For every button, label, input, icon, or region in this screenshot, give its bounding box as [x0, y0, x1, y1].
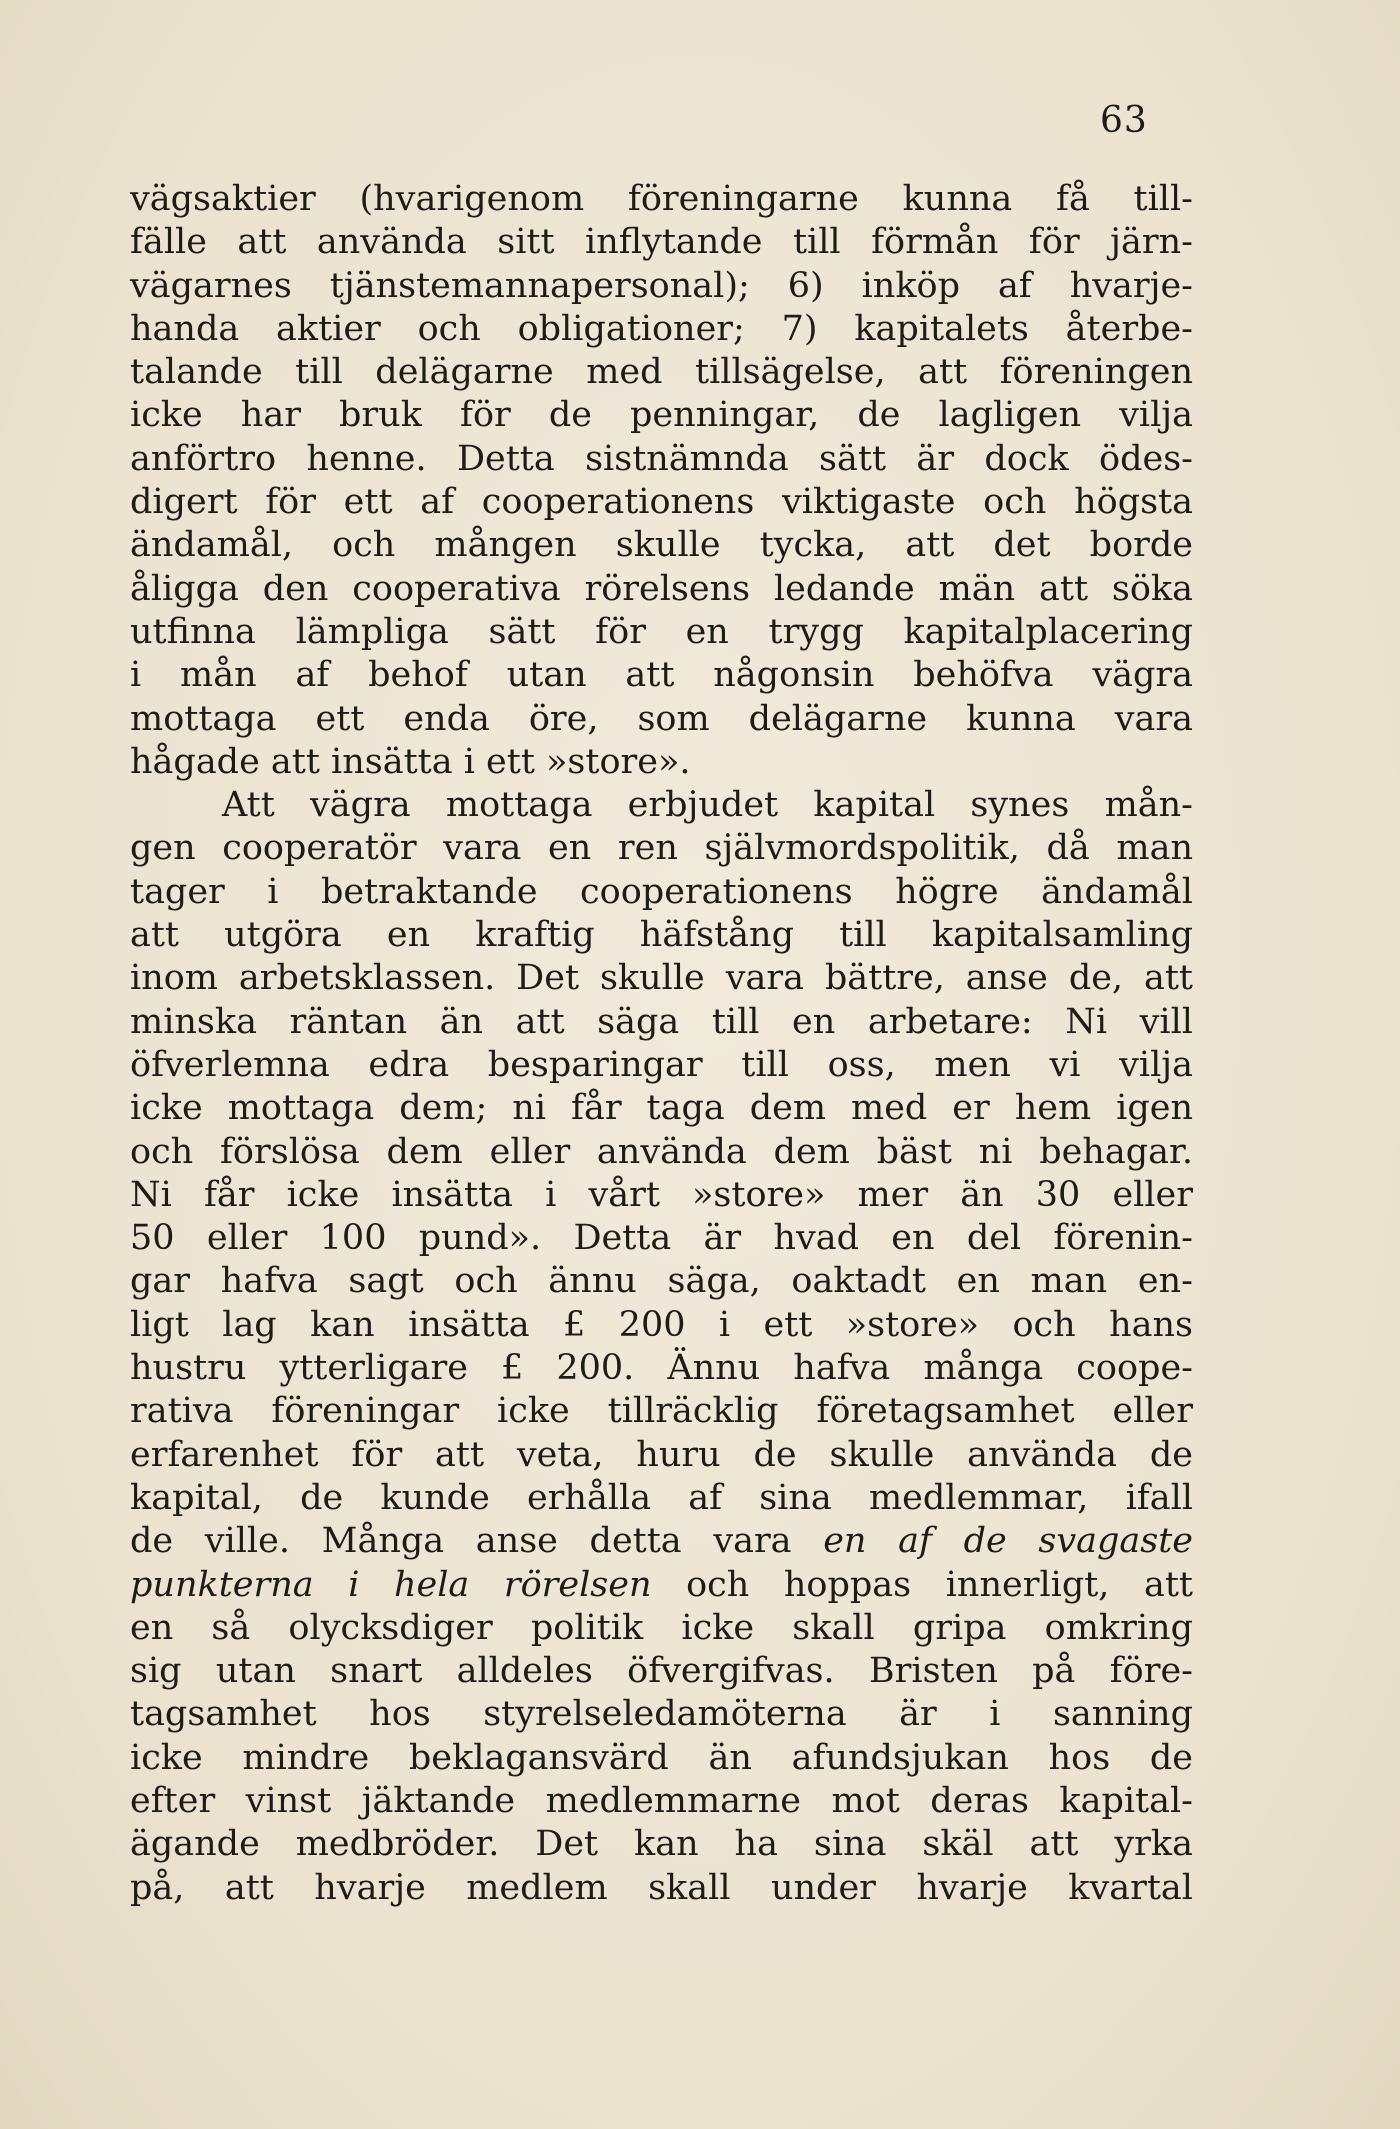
text-line: åligga den cooperativa rörelsens ledande män att söka	[130, 568, 1193, 609]
text-line	[130, 1564, 1193, 1607]
text-segment: och hoppas innerligt, att	[651, 1564, 1193, 1605]
text-line: hustru ytterligare £ 200. Ännu hafva många coope-	[130, 1348, 1193, 1389]
page-number: 63	[1100, 100, 1148, 141]
body-text	[130, 178, 1193, 1910]
text-line: vägsaktier (hvarigenom föreningarne kunna få till-	[130, 179, 1193, 219]
text-line: hågade att insätta i ett »store».	[130, 741, 691, 782]
text-line: erfarenhet för att veta, huru de skulle använda de	[130, 1434, 1193, 1475]
text-line: utfinna lämpliga sätt för en trygg kapitalplacering	[130, 611, 1193, 652]
text-line: tager i betraktande cooperationens högre ändamål	[130, 871, 1193, 912]
emphasized-text: en af de svagaste	[823, 1521, 1193, 1562]
text-line: mottaga ett enda öre, som delägarne kunna vara	[130, 698, 1193, 739]
text-line: Att vägra mottaga erbjudet kapital synes mån-	[222, 785, 1193, 826]
text-line: och förslösa dem eller använda dem bäst ni behagar.	[130, 1131, 1193, 1172]
text-line: vägarnes tjänstemannapersonal); 6) inköp af hvarje-	[130, 265, 1193, 306]
text-line: inom arbetsklassen. Det skulle vara bättre, anse de, att	[130, 958, 1193, 999]
text-line: handa aktier och obligationer; 7) kapitalets återbe-	[130, 308, 1193, 349]
text-segment: de ville. Många anse detta vara	[130, 1521, 824, 1562]
text-line: på, att hvarje medlem skall under hvarje kvartal	[130, 1867, 1193, 1908]
text-line: en så olycksdiger politik icke skall gripa omkring	[130, 1607, 1193, 1648]
text-line: gen cooperatör vara en ren självmordspolitik, då man	[130, 828, 1193, 869]
text-line: icke mindre beklagansvärd än afundsjukan hos de	[130, 1737, 1193, 1778]
text-line	[130, 1520, 1193, 1563]
emphasized-text: punkterna i hela rörelsen	[130, 1564, 652, 1605]
text-line: tagsamhet hos styrelseledamöterna är i sanning	[130, 1694, 1193, 1735]
text-line: efter vinst jäktande medlemmarne mot deras kapital-	[130, 1780, 1193, 1821]
text-line: icke mottaga dem; ni får taga dem med er hem igen	[130, 1088, 1193, 1129]
text-line: talande till delägarne med tillsägelse, att föreningen	[130, 352, 1193, 393]
text-line: öfverlemna edra besparingar till oss, men vi vilja	[130, 1044, 1193, 1085]
text-line: ändamål, och mången skulle tycka, att det borde	[130, 525, 1193, 566]
text-line: minska räntan än att säga till en arbetare: Ni vill	[130, 1001, 1193, 1042]
text-line: digert för ett af cooperationens viktigaste och högsta	[130, 482, 1193, 523]
text-line: 50 eller 100 pund». Detta är hvad en del förenin-	[130, 1218, 1193, 1259]
text-line: anförtro henne. Detta sistnämnda sätt är dock ödes-	[130, 438, 1193, 479]
text-line: i mån af behof utan att någonsin behöfva vägra	[130, 655, 1193, 696]
text-line: gar hafva sagt och ännu säga, oaktadt en man en-	[130, 1261, 1193, 1302]
text-line: sig utan snart alldeles öfvergifvas. Bristen på före-	[130, 1651, 1193, 1692]
text-line: ägande medbröder. Det kan ha sina skäl att yrka	[130, 1824, 1193, 1865]
text-line: ligt lag kan insätta £ 200 i ett »store» och hans	[130, 1304, 1193, 1345]
text-line: fälle att använda sitt inflytande till förmån för järn-	[130, 222, 1193, 263]
text-line: Ni får icke insätta i vårt »store» mer än 30 eller	[130, 1174, 1193, 1215]
text-line: att utgöra en kraftig häfstång till kapitalsamling	[130, 915, 1193, 956]
text-line: icke har bruk för de penningar, de lagligen vilja	[130, 395, 1193, 436]
text-line: rativa föreningar icke tillräcklig företagsamhet eller	[130, 1391, 1193, 1432]
text-line: kapital, de kunde erhålla af sina medlemmar, ifall	[130, 1477, 1193, 1518]
